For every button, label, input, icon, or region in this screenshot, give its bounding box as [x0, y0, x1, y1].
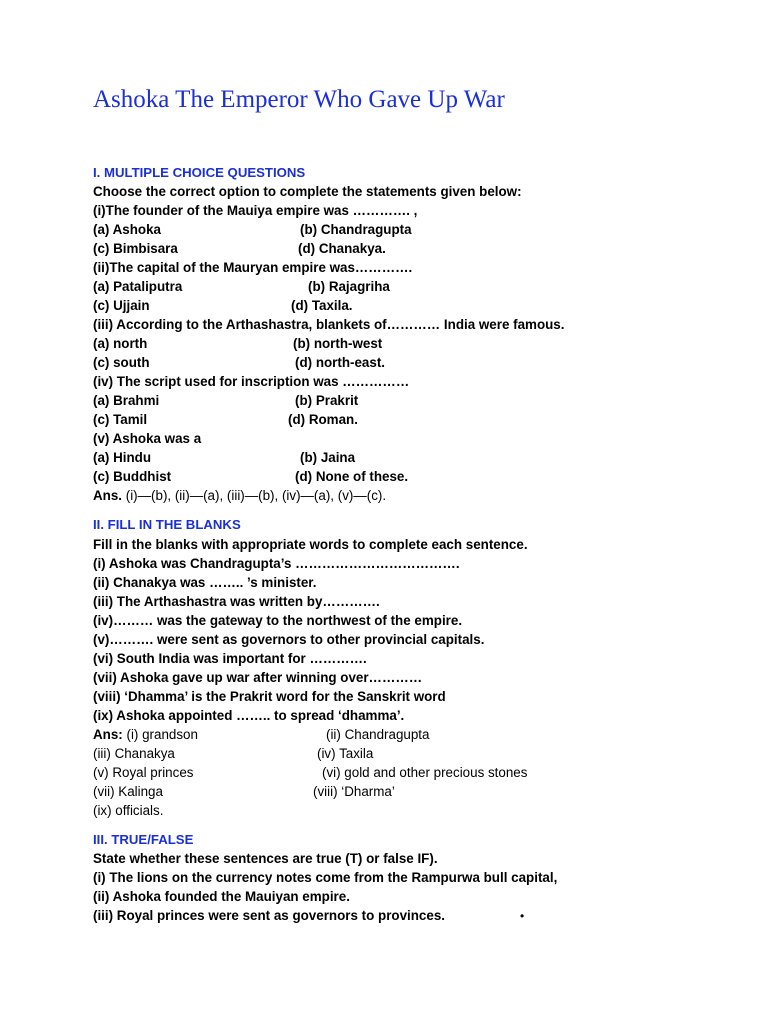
mcq-option-1a: (a) Ashoka [93, 222, 161, 237]
mcq-option-2b: (b) Rajagriha [308, 279, 390, 294]
mcq-option-3c: (c) south [93, 355, 150, 370]
fill-answers-label: Ans: [93, 727, 123, 742]
mcq-option-4d: (d) Roman. [288, 412, 358, 427]
mcq-option-1c: (c) Bimbisara [93, 241, 178, 256]
bullet-mark: • [520, 909, 525, 923]
mcq-option-4c: (c) Tamil [93, 412, 148, 427]
page-title: Ashoka The Emperor Who Gave Up War [93, 86, 505, 113]
mcq-option-3a: (a) north [93, 336, 148, 351]
tf-item-2: (ii) Ashoka founded the Mauiyan empire. [93, 889, 350, 904]
mcq-option-3d: (d) north-east. [295, 355, 386, 370]
mcq-heading: I. MULTIPLE CHOICE QUESTIONS [93, 165, 306, 180]
fill-answer-right: (vi) gold and other precious stones [322, 765, 528, 780]
fill-answer-left: (ix) officials. [93, 803, 164, 818]
mcq-question-3: (iii) According to the Arthashastra, blankets of………… India were famous. [93, 317, 565, 332]
fill-answer-right: (viii) ‘Dharma’ [313, 784, 395, 799]
fill-answer-left: (v) Royal princes [93, 765, 194, 780]
mcq-instruction: Choose the correct option to complete the statements given below: [93, 184, 522, 199]
fill-item-8: (viii) ‘Dhamma’ is the Prakrit word for the Sanskrit word [93, 689, 446, 704]
fill-item-7: (vii) Ashoka gave up war after winning over………… [93, 670, 423, 685]
fill-answer-left: (vii) Kalinga [93, 784, 163, 799]
mcq-option-5d: (d) None of these. [295, 469, 409, 484]
mcq-option-2c: (c) Ujjain [93, 298, 150, 313]
tf-item-1: (i) The lions on the currency notes come from the Rampurwa bull capital, [93, 870, 558, 885]
fill-answer-left: (i) grandson [122, 727, 198, 742]
mcq-option-4a: (a) Brahmi [93, 393, 160, 408]
mcq-answers-text: (i)—(b), (ii)—(a), (iii)—(b), (iv)—(a), (v)—(c). [122, 488, 387, 503]
mcq-option-4b: (b) Prakrit [295, 393, 359, 408]
mcq-question-4: (iv) The script used for inscription was …………… [93, 374, 410, 389]
mcq-question-5: (v) Ashoka was a [93, 431, 202, 446]
fill-answer-right: (iv) Taxila [317, 746, 374, 761]
fill-item-6: (vi) South India was important for …………. [93, 651, 367, 666]
mcq-option-3b: (b) north-west [293, 336, 383, 351]
mcq-option-1d: (d) Chanakya. [298, 241, 386, 256]
mcq-answers-label: Ans. [93, 488, 123, 503]
fill-answer-right: (ii) Chandragupta [326, 727, 430, 742]
mcq-option-5b: (b) Jaina [300, 450, 356, 465]
mcq-option-5c: (c) Buddhist [93, 469, 172, 484]
mcq-option-1b: (b) Chandragupta [300, 222, 412, 237]
mcq-question-2: (ii)The capital of the Mauryan empire was…………. [93, 260, 413, 275]
fill-answer-left: (iii) Chanakya [93, 746, 175, 761]
fill-item-1: (i) Ashoka was Chandragupta’s ………………………………. [93, 556, 460, 571]
tf-heading: III. TRUE/FALSE [93, 832, 194, 847]
fill-heading: II. FILL IN THE BLANKS [93, 517, 241, 532]
mcq-question-1: (i)The founder of the Mauiya empire was …………. , [93, 203, 418, 218]
mcq-answers [93, 488, 386, 504]
fill-item-9: (ix) Ashoka appointed …….. to spread ‘dhamma’. [93, 708, 405, 723]
fill-answer-row-1 [93, 727, 198, 743]
mcq-option-2a: (a) Pataliputra [93, 279, 183, 294]
fill-item-3: (iii) The Arthashastra was written by…………. [93, 594, 380, 609]
fill-item-2: (ii) Chanakya was …….. ’s minister. [93, 575, 317, 590]
fill-item-4: (iv)……… was the gateway to the northwest of the empire. [93, 613, 463, 628]
mcq-option-2d: (d) Taxila. [291, 298, 353, 313]
tf-item-3: (iii) Royal princes were sent as governors to provinces. [93, 908, 445, 923]
fill-item-5: (v)………. were sent as governors to other provincial capitals. [93, 632, 485, 647]
mcq-option-5a: (a) Hindu [93, 450, 152, 465]
tf-instruction: State whether these sentences are true (T) or false IF). [93, 851, 438, 866]
fill-instruction: Fill in the blanks with appropriate words to complete each sentence. [93, 537, 528, 552]
